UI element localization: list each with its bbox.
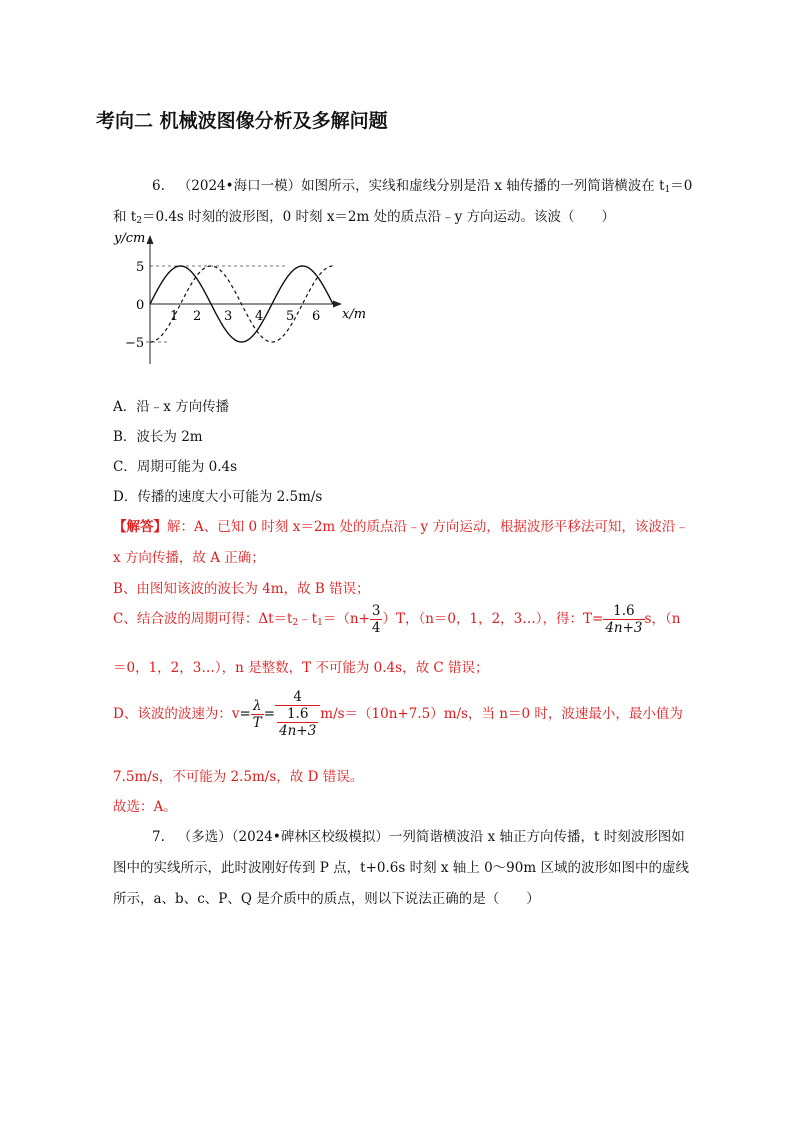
fraction-numerator: λ [251, 699, 264, 715]
fraction-numerator: 1.6 [277, 707, 318, 723]
answer-text: m/s＝（10n+7.5）m/s，当 n＝0 时，波速最小，最小值为 [320, 705, 683, 722]
answer-line-a1 [113, 515, 689, 535]
fraction-lambda-over-t [251, 699, 264, 730]
nested-fraction [277, 707, 318, 738]
section-title: 考向二 机械波图像分析及多解问题 [96, 110, 388, 132]
fraction-three-quarters [370, 604, 383, 635]
subscript: 1 [317, 618, 323, 629]
fraction-numerator: 1.6 [603, 604, 644, 620]
x-tick-label: 5 [286, 309, 295, 324]
equals-sign: = [263, 705, 276, 722]
subscript: 2 [136, 216, 142, 226]
question-stem-part: ＝0 [670, 178, 693, 194]
question-stem-part: ＝0.4s 时刻的波形图，0 时刻 x＝2m 处的质点沿﹣y 方向运动。该波（ ） [141, 209, 616, 225]
answer-line-d2: 7.5m/s，不可能为 2.5m/s，故 D 错误。 [113, 769, 364, 785]
option-a: A．沿﹣x 方向传播 [113, 399, 230, 415]
option-b: B．波长为 2m [113, 429, 203, 445]
answer-line-d1 [113, 690, 683, 739]
question-number: 7. [152, 829, 165, 845]
y-tick-label: 5 [136, 260, 145, 275]
fraction-numerator: 4 [275, 690, 320, 706]
answer-line-a2: x 方向传播，故 A 正确； [113, 550, 265, 566]
answer-conclusion: 故选：A。 [113, 799, 177, 815]
x-tick-label: 1 [170, 309, 179, 324]
question-7-line-3: 所示，a、b、c、P、Q 是介质中的质点，则以下说法正确的是（ ） [113, 891, 540, 907]
x-axis-label: x/m [342, 307, 367, 322]
answer-line-c1 [113, 604, 680, 635]
fraction-numerator: 3 [371, 603, 381, 619]
question-stem-part: 和 t [113, 209, 137, 225]
y-axis-arrow-icon [147, 235, 154, 244]
question-6-line-2 [113, 205, 615, 226]
question-stem-part: （多选）（2024•碑林区校级模拟）一列简谐横波沿 x 轴正方向传播，t 时刻波形图如 [177, 829, 685, 845]
answer-text: s，（n [644, 611, 681, 628]
subscript: 1 [664, 185, 671, 195]
y-axis-label: y/cm [114, 231, 146, 246]
question-number: 6. [152, 178, 165, 194]
wave-graph [110, 226, 380, 376]
fraction-denominator: 4n+3 [279, 723, 317, 740]
x-tick-label: 4 [255, 309, 264, 324]
fraction-denominator: 4n+3 [605, 620, 643, 637]
fraction-velocity [275, 690, 320, 739]
answer-text: ）T，（n＝0，1，2，3…），得：T= [382, 611, 604, 628]
answer-line-b: B、由图知该波的波长为 4m，故 B 错误； [113, 581, 370, 597]
answer-tag: 【解答】 [113, 519, 167, 535]
fraction-period [603, 604, 644, 635]
answer-text: ＝（n+ [322, 611, 370, 628]
y-tick-label: 0 [136, 298, 145, 313]
x-tick-label: 3 [224, 309, 233, 324]
subscript: 2 [292, 618, 299, 629]
answer-text: D、该波的波速为：v [113, 705, 240, 722]
question-stem-part: （2024•海口一模）如图所示，实线和虚线分别是沿 x 轴传播的一列简谐横波在 t [177, 178, 665, 194]
fraction-denominator: T [252, 714, 262, 731]
answer-line-c2: ＝0，1，2，3…），n 是整数，T 不可能为 0.4s，故 C 错误； [113, 660, 489, 676]
x-axis-arrow-icon [333, 301, 342, 308]
answer-text: ﹣t [298, 611, 318, 628]
question-6-line-1 [152, 174, 692, 195]
answer-text: 解：A、已知 0 时刻 x＝2m 处的质点沿﹣y 方向运动，根据波形平移法可知，该波沿﹣ [167, 519, 689, 535]
answer-text: C、结合波的周期可得：Δt＝t [113, 611, 293, 628]
fraction-denominator [275, 706, 320, 738]
question-7-line-1 [152, 825, 685, 845]
equals-sign: = [239, 705, 251, 722]
option-c: C．周期可能为 0.4s [113, 459, 238, 475]
x-tick-label: 2 [193, 309, 202, 324]
x-tick-label: 6 [312, 309, 321, 324]
question-7-line-2: 图中的实线所示，此时波刚好传到 P 点，t+0.6s 时刻 x 轴上 0～90m 区域的波形如图中的虚线 [113, 860, 689, 876]
fraction-denominator: 4 [371, 620, 381, 637]
y-tick-label: −5 [125, 336, 145, 351]
option-d: D．传播的速度大小可能为 2.5m/s [113, 489, 323, 505]
